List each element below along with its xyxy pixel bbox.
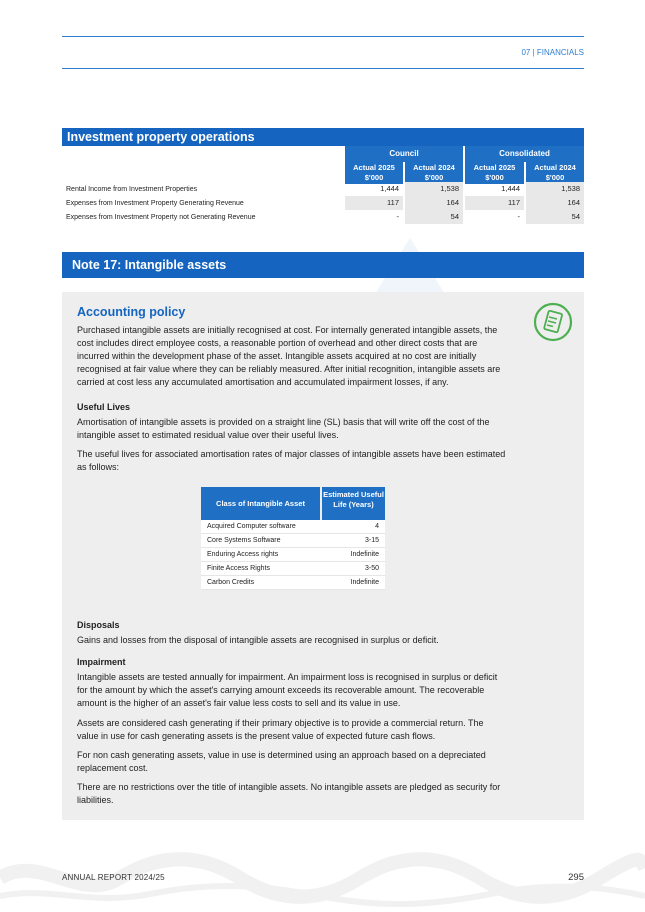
disposals-paragraph: Gains and losses from the disposal of intangible assets are recognised in surplus or deficit. — [77, 635, 439, 645]
useful-life-col-asset — [201, 487, 320, 520]
header-rule-top — [62, 36, 584, 37]
useful-life-col-asset-label: Class of Intangible Asset — [216, 499, 305, 508]
impairment-paragraph: Assets are considered cash generating if their primary objective is to provide a commercial return. The value in use for cash generating assets is the present value of expected future cash flows. — [77, 718, 484, 741]
document-check-icon — [533, 302, 573, 342]
table-row-label: Expenses from Investment Property not Generating Revenue — [66, 214, 256, 221]
useful-lives-paragraph: Amortisation of intangible assets is provided on a straight line (SL) basis that will write off the cost of the intangible asset to estimated residual value over their useful lives. — [77, 417, 490, 440]
page-number: 295 — [568, 872, 584, 883]
impairment-paragraph: For non cash generating assets, value in use is determined using an approach based on a depreciated replacement cost. — [77, 750, 486, 773]
table-cell: 1,444 — [380, 184, 399, 193]
table-cell: 117 — [345, 196, 403, 210]
table-cell: 54 — [405, 210, 463, 224]
table-row-label: Expenses from Investment Property Generating Revenue — [66, 200, 244, 207]
header-rule-bottom — [62, 68, 584, 69]
asset-class: Enduring Access rights — [207, 551, 279, 558]
useful-life: Indefinite — [350, 579, 379, 586]
asset-class: Core Systems Software — [207, 537, 281, 544]
table-cell: 54 — [526, 210, 584, 224]
investment-table-title: Investment property operations — [62, 128, 584, 146]
column-header: Actual 2025 $'000 — [465, 161, 524, 184]
table-row — [201, 576, 385, 590]
table-cell: - — [517, 212, 520, 221]
table-cell: 117 — [465, 196, 524, 210]
note-title: Note 17: Intangible assets — [62, 252, 584, 278]
report-name: ANNUAL REPORT 2024/25 — [62, 873, 165, 882]
useful-life: Indefinite — [350, 551, 379, 558]
impairment-heading: Impairment — [77, 657, 126, 667]
table-row — [201, 562, 385, 576]
useful-life: 3-50 — [364, 565, 379, 572]
table-row — [201, 534, 385, 548]
group-header-consolidated: Consolidated — [465, 146, 584, 162]
table-row — [201, 548, 385, 562]
table-cell: 164 — [405, 196, 463, 210]
column-header: Actual 2024 $'000 — [405, 161, 463, 184]
useful-life: 4 — [375, 523, 379, 530]
disposals-heading: Disposals — [77, 620, 120, 630]
impairment-paragraph: Intangible assets are tested annually for impairment. An impairment loss is recognised in surplus or deficit for the amount by which the asset's carrying amount exceeds its recoverable amount. The recoverable amount is the higher of an asset's fair value less costs to sell and its value in use. — [77, 672, 498, 708]
impairment-paragraph: There are no restrictions over the title of intangible assets. No intangible assets are pledged as security for liabilities. — [77, 782, 501, 805]
table-row — [201, 520, 385, 534]
table-cell: - — [396, 212, 399, 221]
useful-life-col-years-label: Estimated Useful Life (Years) — [323, 490, 384, 509]
asset-class: Finite Access Rights — [207, 565, 271, 572]
policy-heading: Accounting policy — [77, 305, 186, 319]
table-cell: 164 — [526, 196, 584, 210]
asset-class: Acquired Computer software — [207, 523, 296, 530]
policy-paragraph: Purchased intangible assets are initially recognised at cost. For internally generated intangible assets, the cost includes direct employee costs, a reasonable portion of overhead and other direct costs that are incurred within the development phase of the asset. Intangible assets acquired at no cost are initially recognised at fair value where they can be reliably measured. After initial recognition, intangible assets are carried at cost less any accumulated amortisation and accumulated impairment losses, if any. — [77, 325, 501, 387]
table-cell: 1,538 — [526, 182, 584, 196]
column-header: Actual 2024 $'000 — [526, 161, 584, 184]
column-header: Actual 2025 $'000 — [345, 161, 403, 184]
table-row-label: Rental Income from Investment Properties — [66, 186, 198, 193]
useful-lives-intro: The useful lives for associated amortisation rates of major classes of intangible assets have been estimated as follows: — [77, 449, 506, 472]
useful-life: 3-15 — [364, 537, 379, 544]
table-cell: 1,538 — [405, 182, 463, 196]
asset-class: Carbon Credits — [207, 579, 255, 586]
useful-lives-heading: Useful Lives — [77, 402, 131, 412]
useful-life-col-years — [322, 487, 385, 520]
group-header-council: Council — [345, 146, 463, 162]
section-label: 07 | FINANCIALS — [521, 48, 584, 57]
table-cell: 1,444 — [501, 184, 520, 193]
